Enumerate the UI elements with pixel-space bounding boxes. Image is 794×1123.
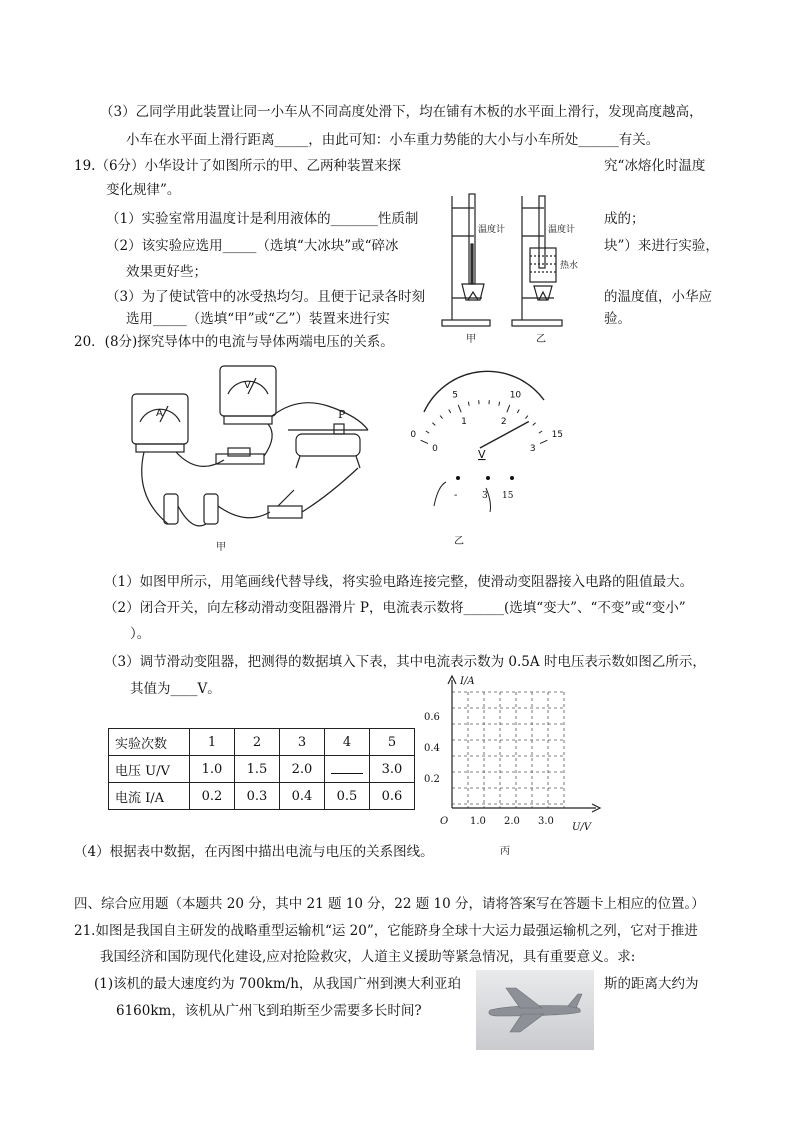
ammeter bbox=[132, 394, 188, 444]
q21-line2: 我国经济和国防现代化建设,应对抢险救灾，人道主义援助等紧急情况，具有重要意义。求: bbox=[100, 949, 636, 965]
x-tick-label: 1.0 bbox=[470, 816, 486, 827]
caption-yi-dial: 乙 bbox=[454, 536, 464, 547]
dial-inner-label: 2 bbox=[500, 416, 507, 427]
table-row bbox=[109, 729, 415, 756]
y-tick-label: 0.6 bbox=[424, 712, 440, 723]
terminal-3: 3 bbox=[482, 491, 488, 501]
stand-base-b bbox=[512, 320, 562, 326]
table-row bbox=[109, 783, 415, 810]
table-cell: 实验次数 bbox=[109, 729, 190, 756]
table-cell: 电压 U/V bbox=[109, 756, 190, 783]
dial-tick bbox=[468, 402, 469, 406]
dial-outer-label: 5 bbox=[452, 390, 459, 401]
x-tick-label: 3.0 bbox=[538, 816, 554, 827]
table-cell: 5 bbox=[370, 729, 415, 756]
dial-outer-label: 10 bbox=[509, 390, 522, 401]
q19-part1: （1）实验室常用温度计是利用液体的_______性质制 bbox=[106, 211, 419, 227]
dial-inner-label: 3 bbox=[529, 444, 536, 455]
table-cell: 电流 I/A bbox=[109, 783, 190, 810]
table-cell-blank bbox=[325, 756, 370, 783]
dial-tick bbox=[525, 416, 528, 419]
stand-base-a bbox=[442, 320, 490, 326]
thermometer-label-b: 温度计 bbox=[548, 225, 576, 235]
battery-2 bbox=[204, 494, 218, 524]
q21-part1-line2: 6160km，该机从广州飞到珀斯至少需要多长时间? bbox=[116, 1003, 422, 1019]
dial-tick bbox=[499, 402, 500, 406]
q18-part3-line1: （3）乙同学用此装置让同一小车从不同高度处滑下，均在铺有木板的水平面上滑行，发现高度越高， bbox=[100, 104, 703, 120]
thermometer-label-a: 温度计 bbox=[478, 225, 506, 235]
table-cell: 0.3 bbox=[235, 783, 280, 810]
q20-part3-line1: （3）调节滑动变阻器，把测得的数据填入下表，其中电流表示数为 0.5A 时电压表示数如图乙所示， bbox=[104, 654, 706, 670]
dial-outer-label: 0 bbox=[410, 429, 417, 440]
caption-yi: 乙 bbox=[536, 334, 546, 345]
dial-tick bbox=[507, 405, 510, 412]
q20-intro: 20．(8分)探究导体中的电流与导体两端电压的关系。 bbox=[74, 334, 394, 350]
dial-outer-label: 15 bbox=[551, 429, 564, 440]
q19-part3-line2: 选用_____（选填“甲”或“乙”）装置来进行实 bbox=[126, 311, 390, 327]
dial-inner-label: 0 bbox=[432, 444, 438, 455]
q21-line1: 21.如图是我国自主研发的战略重型运输机“运 20”，它能跻身全球十大运力最强运输机之列，它对于推进 bbox=[74, 923, 698, 939]
q20-data-table bbox=[108, 728, 415, 810]
dial-tick bbox=[426, 431, 429, 433]
x-axis-label: U/V bbox=[572, 822, 592, 833]
dial-tick bbox=[458, 405, 461, 412]
hot-water-label: 热水 bbox=[560, 261, 579, 271]
voltmeter-label: V bbox=[244, 380, 251, 391]
dial-tick bbox=[517, 410, 519, 413]
ammeter-label: A bbox=[156, 408, 163, 419]
table-cell: 1.0 bbox=[190, 756, 235, 783]
table-cell: 0.5 bbox=[325, 783, 370, 810]
dial-tick bbox=[539, 431, 542, 433]
x-tick-label: 2.0 bbox=[504, 816, 520, 827]
dial-tick bbox=[432, 423, 435, 426]
slider-p-label: P bbox=[338, 408, 346, 421]
table-row bbox=[109, 756, 415, 783]
dial-tick bbox=[533, 423, 536, 426]
q19-intro-cont: 究“冰熔化时温度 bbox=[604, 158, 706, 174]
caption-jia-circuit: 甲 bbox=[216, 542, 226, 553]
q19-part3-line2-cont: 验。 bbox=[604, 311, 631, 327]
table-cell: 4 bbox=[325, 729, 370, 756]
caption-bing: 丙 bbox=[500, 846, 510, 857]
q20-part4: （4）根据表中数据，在丙图中描出电流与电压的关系图线。 bbox=[74, 844, 434, 860]
section-4-heading: 四、综合应用题（本题共 20 分，其中 21 题 10 分，22 题 10 分，请将答案写在答题卡上相应的位置。） bbox=[74, 896, 705, 912]
q20-part2-line1: （2）闭合开关，向左移动滑动变阻器滑片 P，电流表示数将______(选填“变大”、“不变”或“变小” bbox=[104, 600, 686, 616]
q18-part3-line2: 小车在水平面上滑行距离_____，由此可知：小车重力势能的大小与小车所处______有关。 bbox=[126, 132, 660, 148]
origin-label: O bbox=[440, 816, 449, 827]
table-cell: 0.4 bbox=[280, 783, 325, 810]
q19-intro: 19.（6分）小华设计了如图所示的甲、乙两种装置来探 bbox=[74, 158, 402, 174]
q19-part3-cont: 的温度值，小华应 bbox=[604, 289, 712, 305]
table-cell: 1.5 bbox=[235, 756, 280, 783]
q20-iu-graph bbox=[420, 668, 620, 864]
terminal-15: 15 bbox=[502, 491, 514, 501]
q20-part3-line2: 其值为____V。 bbox=[130, 681, 221, 697]
q21-part1: (1)该机的最大速度约为 700km/h，从我国广州到澳大利亚珀 bbox=[94, 976, 461, 992]
caption-jia: 甲 bbox=[466, 334, 476, 345]
y-tick-label: 0.2 bbox=[424, 774, 440, 785]
table-cell: 1 bbox=[190, 729, 235, 756]
table-cell: 3.0 bbox=[370, 756, 415, 783]
dial-unit-label: V bbox=[478, 448, 486, 461]
table-cell: 2.0 bbox=[280, 756, 325, 783]
q19-apparatus-figure bbox=[432, 188, 602, 346]
y20-aircraft-image bbox=[476, 970, 594, 1050]
q19-part2-cont: 块”）来进行实验， bbox=[604, 238, 719, 254]
beaker-b bbox=[530, 248, 556, 282]
q19-part1-cont: 成的； bbox=[604, 211, 645, 227]
q20-part2-line2: ）。 bbox=[130, 626, 151, 642]
voltmeter bbox=[220, 366, 276, 416]
switch bbox=[268, 506, 302, 518]
table-cell: 0.6 bbox=[370, 783, 415, 810]
q19-part2: （2）该实验应选用_____（选填“大冰块”或“碎冰 bbox=[106, 238, 399, 254]
q19-part3: （3）为了使试管中的冰受热均匀。且便于记录各时刻 bbox=[106, 289, 426, 305]
test-tube-b bbox=[539, 196, 545, 268]
dial-tick bbox=[540, 440, 547, 443]
table-cell: 2 bbox=[235, 729, 280, 756]
dial-tick bbox=[440, 416, 443, 419]
rheostat bbox=[296, 434, 360, 456]
dial-tick bbox=[421, 440, 428, 443]
dial-inner-label: 1 bbox=[461, 416, 467, 427]
q21-part1-cont: 斯的距离大约为 bbox=[604, 976, 699, 992]
q19-part2-line2: 效果更好些； bbox=[126, 264, 207, 280]
q19-intro-line2: 变化规律”。 bbox=[106, 182, 181, 198]
y-axis-label: I/A bbox=[460, 676, 475, 687]
table-cell: 0.2 bbox=[190, 783, 235, 810]
q20-circuit-figure bbox=[128, 356, 388, 556]
q20-voltmeter-dial bbox=[404, 362, 564, 552]
terminal-minus: - bbox=[454, 490, 458, 501]
table-cell: 3 bbox=[280, 729, 325, 756]
battery-1 bbox=[164, 494, 178, 524]
q20-part1: （1）如图甲所示，用笔画线代替导线，将实验电路连接完整，使滑动变阻器接入电路的阻值最大。 bbox=[104, 574, 694, 590]
dial-tick bbox=[449, 410, 451, 413]
y-tick-label: 0.4 bbox=[424, 743, 440, 754]
